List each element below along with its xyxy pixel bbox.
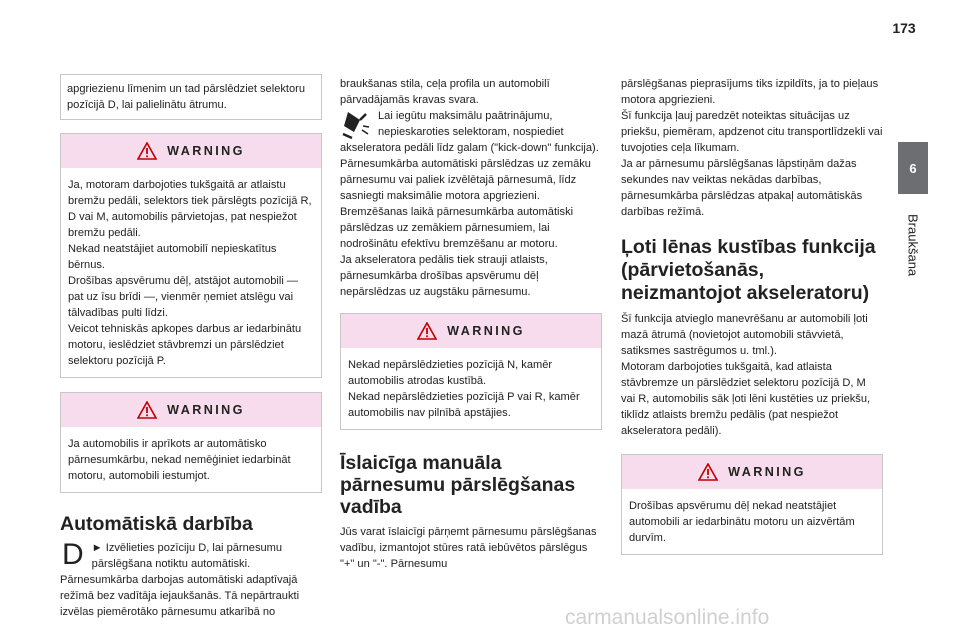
section-heading-automatic: Automātiskā darbība xyxy=(60,513,253,535)
column-3 xyxy=(621,70,883,555)
bullet-text: ► Izvēlieties pozīciju D, lai pārnesumu pārslēgšana notiktu automātiski. xyxy=(91,542,283,570)
body-text: Pārnesumkārba darbojas automātiski adaptīvajā režīmā bez vadītāja iejaukšanās. Tā nepārtraukti izvēlas piemērotāko pārnesumu atkarībā no xyxy=(60,574,300,618)
column-1 xyxy=(60,70,322,620)
body-line: Pārnesumkārba automātiski pārslēdzas uz zemāku pārnesumu vai paliek izvēlētajā pārnesumā, līdz sasniegti maksimālie motora apgriezieni. xyxy=(340,158,591,202)
warning-title: WARNING xyxy=(167,144,245,158)
warning-header xyxy=(61,393,321,427)
warning-triangle-icon xyxy=(137,401,157,419)
body-line: Motoram darbojoties tukšgaitā, kad atlaista stāvbremze un pārslēdziet selektoru pozīcijā D, M vai R, automobilis sāk ļoti lēni kustēties uz priekšu, tiklīdz atlaists bremžu pedālis (pat nespiežot akseleratora pedāli). xyxy=(621,361,871,437)
warning-triangle-icon xyxy=(417,322,437,340)
drop-letter-paragraph xyxy=(60,540,322,572)
warning-body xyxy=(61,177,321,369)
kickdown-paragraph xyxy=(340,108,602,156)
intro-text: apgriezienu līmenim un tad pārslēdziet selektoru pozīcijā D, lai palielinātu ātrumu. xyxy=(67,83,306,111)
warning-box-3 xyxy=(340,313,602,430)
warning-header xyxy=(341,314,601,348)
warning-text: Ja automobilis ir aprīkots ar automātisko pārnesumkārbu, nekad nemēģiniet iedarbināt motoru, automobili iestumjot. xyxy=(68,438,291,482)
warning-title: WARNING xyxy=(728,465,806,479)
column-2 xyxy=(340,70,602,572)
warning-triangle-icon xyxy=(698,463,718,481)
warning-title: WARNING xyxy=(167,403,245,417)
warning-body xyxy=(61,436,321,484)
continued-note-box xyxy=(60,74,322,120)
warning-line: Drošības apsvērumu dēļ, atstājot automobili — pat uz īsu brīdi —, vienmēr ņemiet atslēgu vai tālvadības pulti līdzi. xyxy=(68,275,298,319)
body-text: Jūs varat īslaicīgi pārņemt pārnesumu pārslēgšanas vadību, izmantojot stūres ratā iebūvētos pārslēgus "+" un "-". Pārnesumu xyxy=(340,526,597,570)
mode-letter-d: D xyxy=(62,538,84,571)
warning-triangle-icon xyxy=(137,142,157,160)
warning-body xyxy=(341,357,601,421)
intro-text: braukšanas stila, ceļa profila un automobilī pārvadājamās kravas svara. xyxy=(340,78,550,106)
warning-text: Drošības apsvērumu dēļ nekad neatstājiet automobili ar iedarbinātu motoru un aizvērtām durvīm. xyxy=(629,500,855,544)
warning-body xyxy=(622,498,882,546)
warning-header xyxy=(622,455,882,489)
body-line: Ja ar pārnesumu pārslēgšanas lāpstiņām dažas sekundes nav veiktas nekādas darbības, pārnesumkārba pārslēdzas atpakaļ automātiskās darbības režīmā. xyxy=(621,158,863,218)
body-line: Ja akseleratora pedālis tiek strauji atlaists, pārnesumkārba drošības apsvērumu dēļ nepārslēdzas uz augstāku pārnesumu. xyxy=(340,254,548,298)
warning-box-4 xyxy=(621,454,883,555)
chapter-title: Braukšana xyxy=(905,214,921,277)
warning-line: Ja, motoram darbojoties tukšgaitā ar atlaistu bremžu pedāli, selektors tiek pārslēgts pozīcijā R, D vai M, automobilis pārvietojas, pat nespiežot bremžu pedāli. xyxy=(68,179,312,239)
body-line: Šī funkcija ļauj paredzēt noteiktas situācijas uz priekšu, piemēram, apdzenot citu transportlīdzekli vai tuvojoties ceļa līkumam. xyxy=(621,110,883,154)
warning-box-1 xyxy=(60,133,322,378)
body-line: pārslēgšanas pieprasījums tiks izpildīts, ja to pieļaus motora apgriezieni. xyxy=(621,78,879,106)
warning-line: Veicot tehniskās apkopes darbus ar iedarbinātu motoru, ieslēdziet stāvbremzi un pārslēdziet selektoru pozīcijā P. xyxy=(68,323,302,367)
body-line: Šī funkcija atvieglo manevrēšanu ar automobili ļoti mazā ātrumā (novietojot automobili stāvvietā, satiksmes sastrēgumos u. tml.). xyxy=(621,313,868,357)
warning-header xyxy=(61,134,321,168)
warning-line: Nekad neatstājiet automobilī nepieskatītus bērnus. xyxy=(68,243,277,271)
warning-line: Nekad nepārslēdzieties pozīcijā N, kamēr automobilis atrodas kustībā. xyxy=(348,359,553,387)
chapter-tab[interactable]: 6 xyxy=(898,142,928,194)
page-number: 173 xyxy=(892,20,916,36)
body-line: Bremzēšanas laikā pārnesumkārba automātiski pārslēdzas uz zemākiem pārnesumiem, lai nodrošinātu efektīvu bremzēšanu ar motoru. xyxy=(340,206,574,250)
section-heading-manual: Īslaicīga manuāla pārnesumu pārslēgšanas vadība xyxy=(340,452,576,518)
accelerator-pedal-icon xyxy=(340,108,370,140)
section-heading-creep: Ļoti lēnas kustības funkcija (pārvietošanās, neizmantojot akseleratoru) xyxy=(621,236,876,304)
warning-line: Nekad nepārslēdzieties pozīcijā P vai R, kamēr automobilis nav pilnībā apstājies. xyxy=(348,391,580,419)
warning-box-2 xyxy=(60,392,322,493)
warning-title: WARNING xyxy=(447,324,525,338)
kickdown-text: Lai iegūtu maksimālu paātrinājumu, nepieskaroties selektoram, nospiediet akseleratora pedāli līdz galam ("kick-down" funkcija). xyxy=(340,110,599,154)
watermark: carmanualsonline.info xyxy=(565,606,770,629)
